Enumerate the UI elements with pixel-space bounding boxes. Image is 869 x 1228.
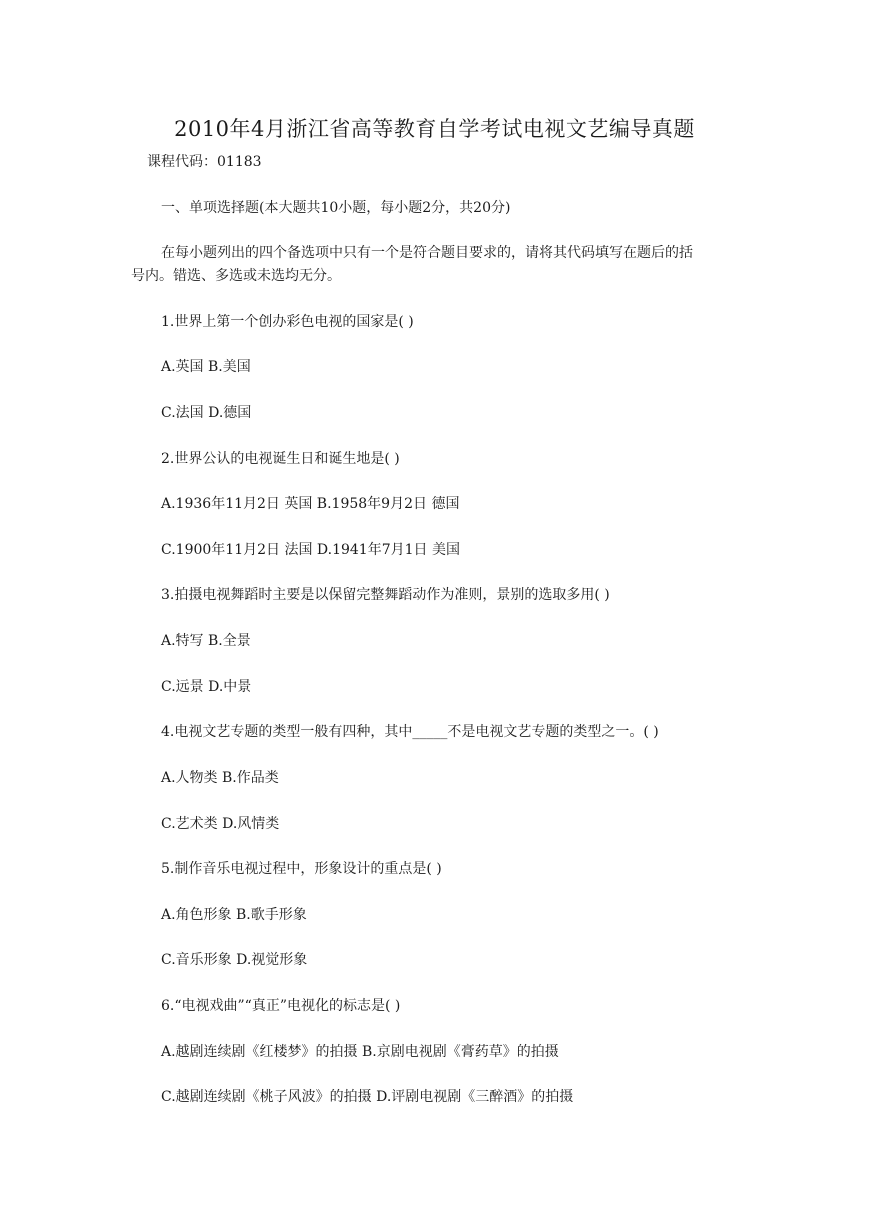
section-heading: 一、单项选择题(本大题共10小题，每小题2分，共20分)	[161, 200, 511, 216]
question-options: A.越剧连续剧《红楼梦》的拍摄 B.京剧电视剧《膏药草》的拍摄	[161, 1044, 559, 1060]
question-options: C.法国 D.德国	[161, 405, 252, 421]
question-options: C.1900年11月2日 法国 D.1941年7月1日 美国	[161, 542, 460, 558]
question-stem: 2.世界公认的电视诞生日和诞生地是( )	[161, 451, 400, 467]
document-title: 2010年4月浙江省高等教育自学考试电视文艺编导真题	[174, 117, 695, 141]
question-options: C.音乐形象 D.视觉形象	[161, 952, 308, 968]
question-options: A.人物类 B.作品类	[161, 770, 279, 786]
question-options: A.1936年11月2日 英国 B.1958年9月2日 德国	[161, 496, 460, 512]
instructions-line-2: 号内。错选、多选或未选均无分。	[131, 268, 341, 284]
question-stem: 3.拍摄电视舞蹈时主要是以保留完整舞蹈动作为准则，景别的选取多用( )	[161, 587, 610, 603]
question-options: A.特写 B.全景	[161, 633, 251, 649]
question-options: C.越剧连续剧《桃子风波》的拍摄 D.评剧电视剧《三醉酒》的拍摄	[161, 1089, 574, 1105]
question-stem: 5.制作音乐电视过程中，形象设计的重点是( )	[161, 861, 442, 877]
question-stem: 4.电视文艺专题的类型一般有四种，其中_____不是电视文艺专题的类型之一。( )	[161, 724, 659, 740]
instructions-line-1: 在每小题列出的四个备选项中只有一个是符合题目要求的，请将其代码填写在题后的括	[161, 245, 693, 261]
question-stem: 1.世界上第一个创办彩色电视的国家是( )	[161, 314, 414, 330]
question-options: C.艺术类 D.风情类	[161, 816, 280, 832]
course-code: 课程代码：01183	[147, 154, 262, 170]
question-options: C.远景 D.中景	[161, 679, 252, 695]
question-options: A.角色形象 B.歌手形象	[161, 907, 307, 923]
question-stem: 6.“电视戏曲”“真正”电视化的标志是( )	[161, 998, 401, 1014]
question-options: A.英国 B.美国	[161, 359, 251, 375]
